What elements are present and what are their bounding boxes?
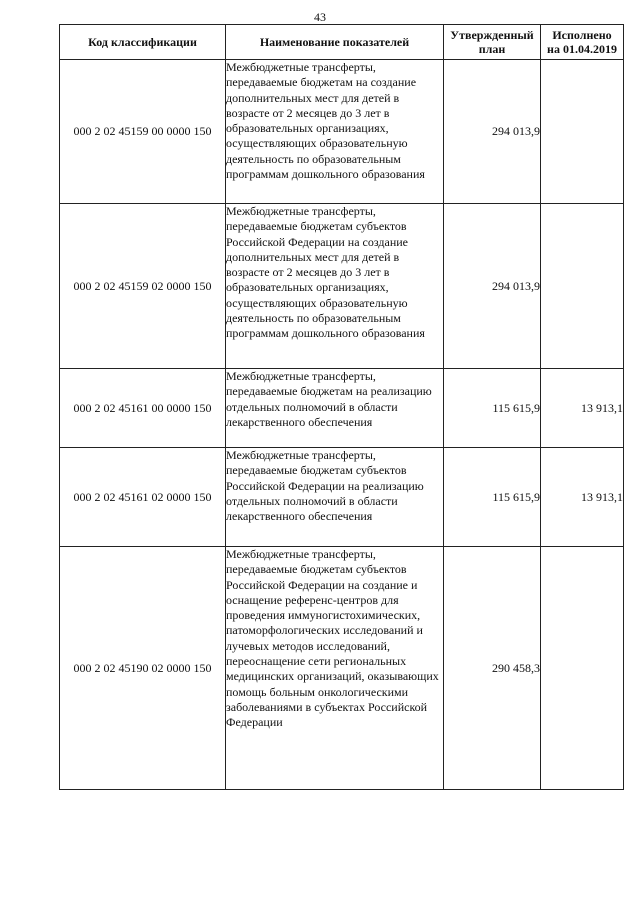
row-code: 000 2 02 45159 00 0000 150 bbox=[60, 60, 226, 204]
row-name: Межбюджетные трансферты, передаваемые бюджетам на реализацию отдельных полномочий в области лекарственного обеспечения bbox=[226, 369, 444, 448]
row-name: Межбюджетные трансферты, передаваемые бюджетам субъектов Российской Федерации на создание и оснащение референс-центров для проведения иммуногистохимических, патоморфологических исследований и лучевых методов исследований, переоснащение сети региональных медицинских организаций, оказывающих помощь больным онкологическими заболеваниями в субъектах Российской Федерации bbox=[226, 547, 444, 790]
header-done bbox=[541, 25, 624, 60]
row-done: 13 913,1 bbox=[541, 369, 624, 448]
row-code: 000 2 02 45161 02 0000 150 bbox=[60, 448, 226, 547]
page-number: 43 bbox=[314, 10, 326, 24]
row-plan: 294 013,9 bbox=[444, 60, 541, 204]
table-row bbox=[60, 60, 624, 204]
header-name: Наименование показателей bbox=[226, 25, 444, 60]
header-plan bbox=[444, 25, 541, 60]
row-plan: 294 013,9 bbox=[444, 204, 541, 369]
table-row bbox=[60, 369, 624, 448]
row-code: 000 2 02 45159 02 0000 150 bbox=[60, 204, 226, 369]
header-plan-line2: план bbox=[478, 42, 506, 56]
row-name: Межбюджетные трансферты, передаваемые бюджетам субъектов Российской Федерации на создание дополнительных мест для детей в возрасте от 2 месяцев до 3 лет в образовательных организациях, осуществляющих образовательную деятельность по образовательным программам дошкольного образования bbox=[226, 204, 444, 369]
row-plan: 115 615,9 bbox=[444, 448, 541, 547]
row-done bbox=[541, 547, 624, 790]
table-row bbox=[60, 204, 624, 369]
row-code: 000 2 02 45161 00 0000 150 bbox=[60, 369, 226, 448]
table-row bbox=[60, 547, 624, 790]
table-header-row bbox=[60, 25, 624, 60]
row-plan: 115 615,9 bbox=[444, 369, 541, 448]
budget-table bbox=[59, 24, 624, 790]
row-done bbox=[541, 204, 624, 369]
header-plan-line1: Утвержденный bbox=[450, 28, 534, 42]
header-done-line1: Исполнено bbox=[552, 28, 612, 42]
row-plan: 290 458,3 bbox=[444, 547, 541, 790]
table-row bbox=[60, 448, 624, 547]
header-done-line2: на 01.04.2019 bbox=[547, 42, 617, 56]
row-name: Межбюджетные трансферты, передаваемые бюджетам субъектов Российской Федерации на реализацию отдельных полномочий в области лекарственного обеспечения bbox=[226, 448, 444, 547]
row-done bbox=[541, 60, 624, 204]
row-done: 13 913,1 bbox=[541, 448, 624, 547]
row-code: 000 2 02 45190 02 0000 150 bbox=[60, 547, 226, 790]
row-name: Межбюджетные трансферты, передаваемые бюджетам на создание дополнительных мест для детей в возрасте от 2 месяцев до 3 лет в образовательных организациях, осуществляющих образовательную деятельность по образовательным программам дошкольного образования bbox=[226, 60, 444, 204]
header-code: Код классификации bbox=[60, 25, 226, 60]
